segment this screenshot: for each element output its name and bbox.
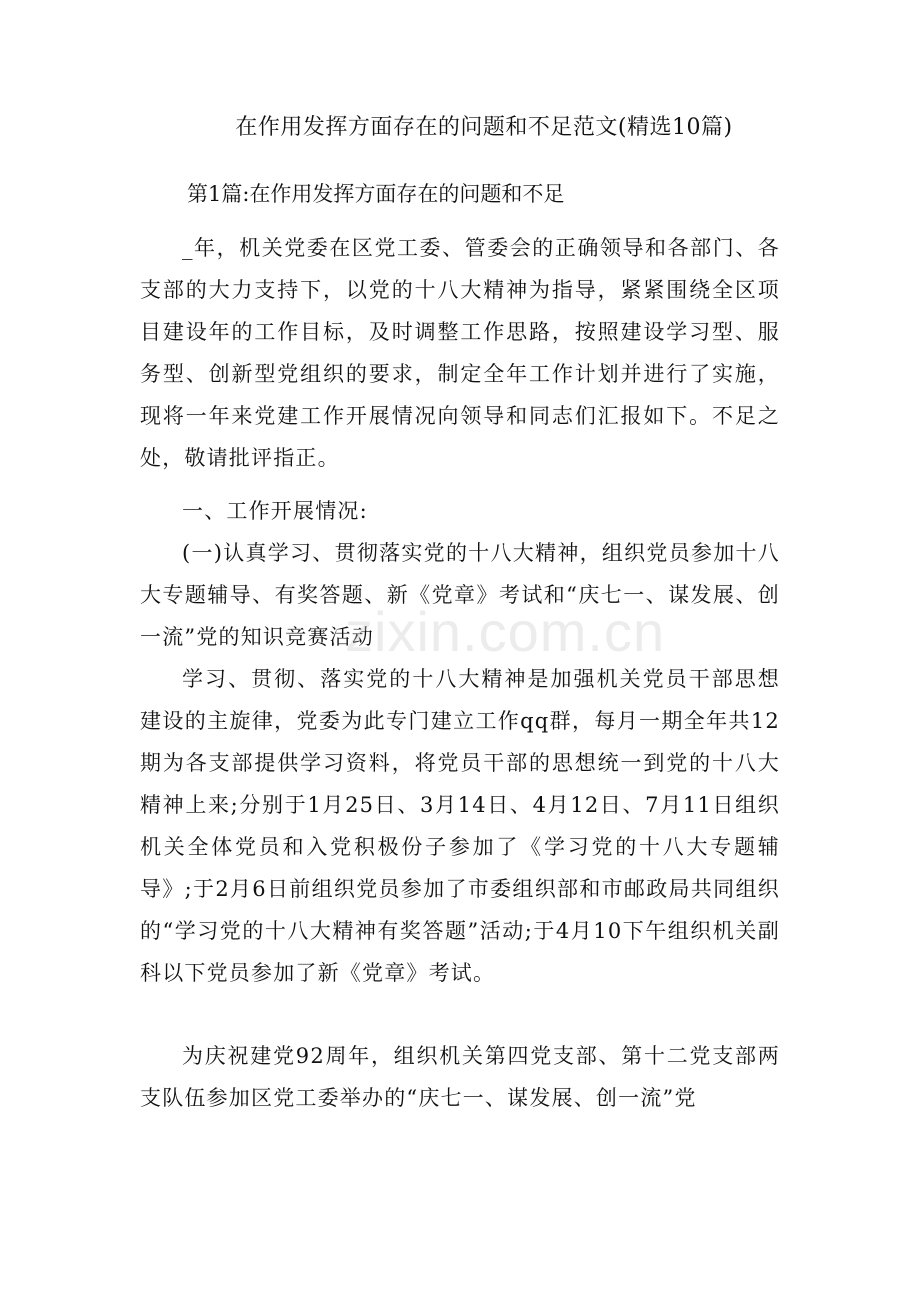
paragraph-study-details: 学习、贯彻、落实党的十八大精神是加强机关党员干部思想建设的主旋律，党委为此专门建立工作qq群，每月一期全年共12期为各支部提供学习资料，将党员干部的思想统一到党的十八大精神上来;分别于1月25日、3月14日、4月12日、7月11日组织机关全体党员和入党积极份子参加了《学习党的十八大专题辅导》;于2月6日前组织党员参加了市委组织部和市邮政局共同组织的“学习党的十八大精神有奖答题”活动;于4月10下午组织机关副科以下党员参加了新《党章》考试。 bbox=[140, 667, 780, 985]
paragraph-subheading: 一、工作开展情况: bbox=[182, 499, 368, 523]
paragraph-intro: _年，机关党委在区党工委、管委会的正确领导和各部门、各支部的大力支持下，以党的十八大精神为指导，紧紧围绕全区项目建设年的工作目标，及时调整工作思路，按照建设学习型、服务型、创新型党组织的要求，制定全年工作计划并进行了实施，现将一年来党建工作开展情况向领导和同志们汇报如下。不足之处，敬请批评指正。 bbox=[140, 236, 780, 470]
watermark-text: zixin.com.cn bbox=[345, 600, 666, 663]
paragraph-item-one: (一)认真学习、贯彻落实党的十八大精神，组织党员参加十八大专题辅导、有奖答题、新《党章》考试和“庆七一、谋发展、创一流”党的知识竞赛活动 bbox=[140, 541, 780, 649]
document-title: 在作用发挥方面存在的问题和不足范文(精选10篇) bbox=[235, 115, 733, 140]
section-heading: 第1篇:在作用发挥方面存在的问题和不足 bbox=[187, 182, 565, 206]
paragraph-anniversary: 为庆祝建党92周年，组织机关第四党支部、第十二党支部两支队伍参加区党工委举办的“庆七一、谋发展、创一流”党 bbox=[140, 1044, 780, 1110]
